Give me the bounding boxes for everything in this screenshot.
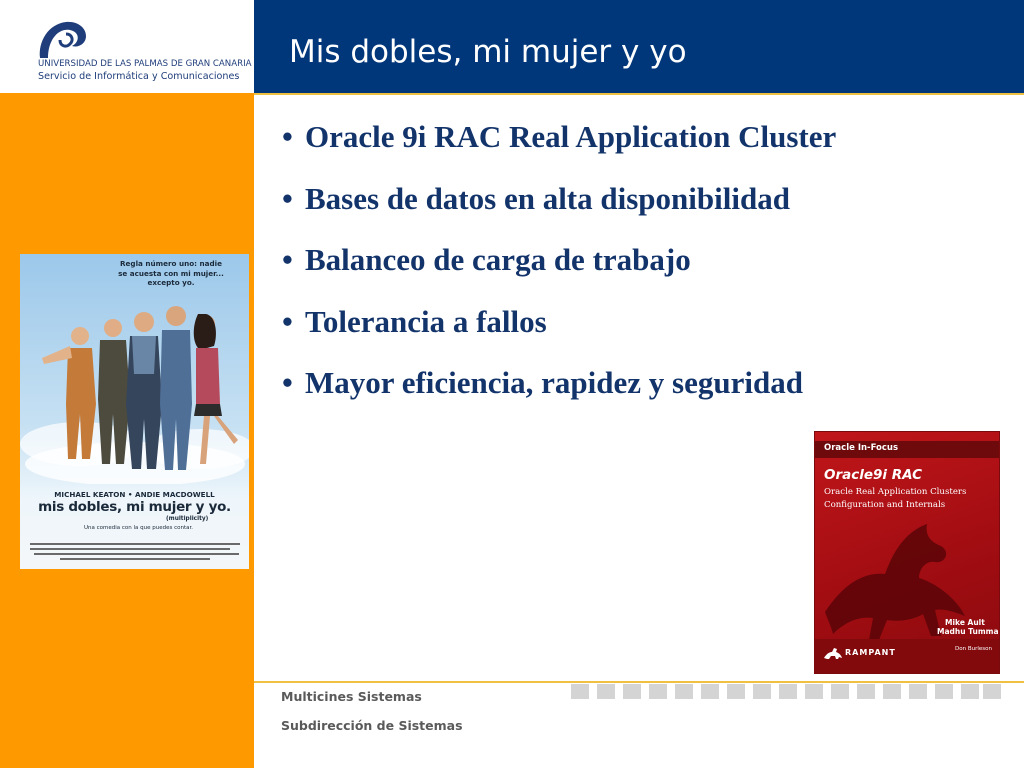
poster-credits-block xyxy=(30,541,240,563)
book-cover xyxy=(815,432,999,673)
page-title: Mis dobles, mi mujer y yo xyxy=(289,34,687,70)
poster-byline: Una comedia con la que puedes contar. xyxy=(84,525,194,531)
bullet-text: Balanceo de carga de trabajo xyxy=(305,242,691,277)
list-item xyxy=(282,240,836,302)
bullet-text: Bases de datos en alta disponibilidad xyxy=(305,180,790,216)
bullet-symbol: • xyxy=(282,119,293,154)
bullet-symbol: • xyxy=(282,365,293,400)
book-subtitle-line1: Oracle Real Application Clusters xyxy=(824,487,967,497)
footer-department: Multicines Sistemas xyxy=(281,689,422,704)
list-item xyxy=(282,363,836,425)
poster-tagline: Regla número uno: nadie se acuesta con mi mujer... excepto yo. xyxy=(118,259,224,287)
footer-decorative-blocks xyxy=(571,684,1001,701)
list-item xyxy=(282,302,836,364)
book-subtitle-line2: Configuration and Internals xyxy=(824,500,946,510)
movie-poster xyxy=(20,254,249,569)
bullet-text: Mayor eficiencia, rapidez y seguridad xyxy=(305,365,803,400)
book-series: Oracle In-Focus xyxy=(824,443,899,453)
poster-subtitle: (multiplicity) xyxy=(166,516,209,522)
poster-title: mis dobles, mi mujer y yo. xyxy=(38,499,231,515)
bullet-text: Oracle 9i RAC Real Application Cluster xyxy=(305,119,837,154)
logo-panel xyxy=(0,0,254,93)
footer-divider xyxy=(254,681,1024,683)
university-logo-icon xyxy=(36,18,90,62)
list-item xyxy=(282,117,836,179)
list-item xyxy=(282,179,836,241)
book-author-2: Madhu Tumma xyxy=(937,627,999,636)
bullet-symbol: • xyxy=(282,303,293,339)
title-divider xyxy=(254,93,1024,95)
book-publisher: RAMPANT xyxy=(845,648,896,657)
book-title: Oracle9i RAC xyxy=(824,467,923,483)
rampant-horse-icon xyxy=(823,646,843,660)
footer-subdivision: Subdirección de Sistemas xyxy=(281,718,463,733)
book-editor: Don Burleson xyxy=(955,646,992,652)
university-name: UNIVERSIDAD DE LAS PALMAS DE GRAN CANARIA xyxy=(38,59,252,69)
poster-figures-image xyxy=(20,254,249,484)
service-name: Servicio de Informática y Comunicaciones xyxy=(38,71,240,82)
book-author-1: Mike Ault xyxy=(945,618,985,627)
bullet-list xyxy=(282,117,836,425)
bullet-text: Tolerancia a fallos xyxy=(305,303,547,339)
bullet-symbol: • xyxy=(282,180,293,216)
bullet-symbol: • xyxy=(282,242,293,277)
poster-cast: MICHAEL KEATON • ANDIE MACDOWELL xyxy=(54,490,215,499)
